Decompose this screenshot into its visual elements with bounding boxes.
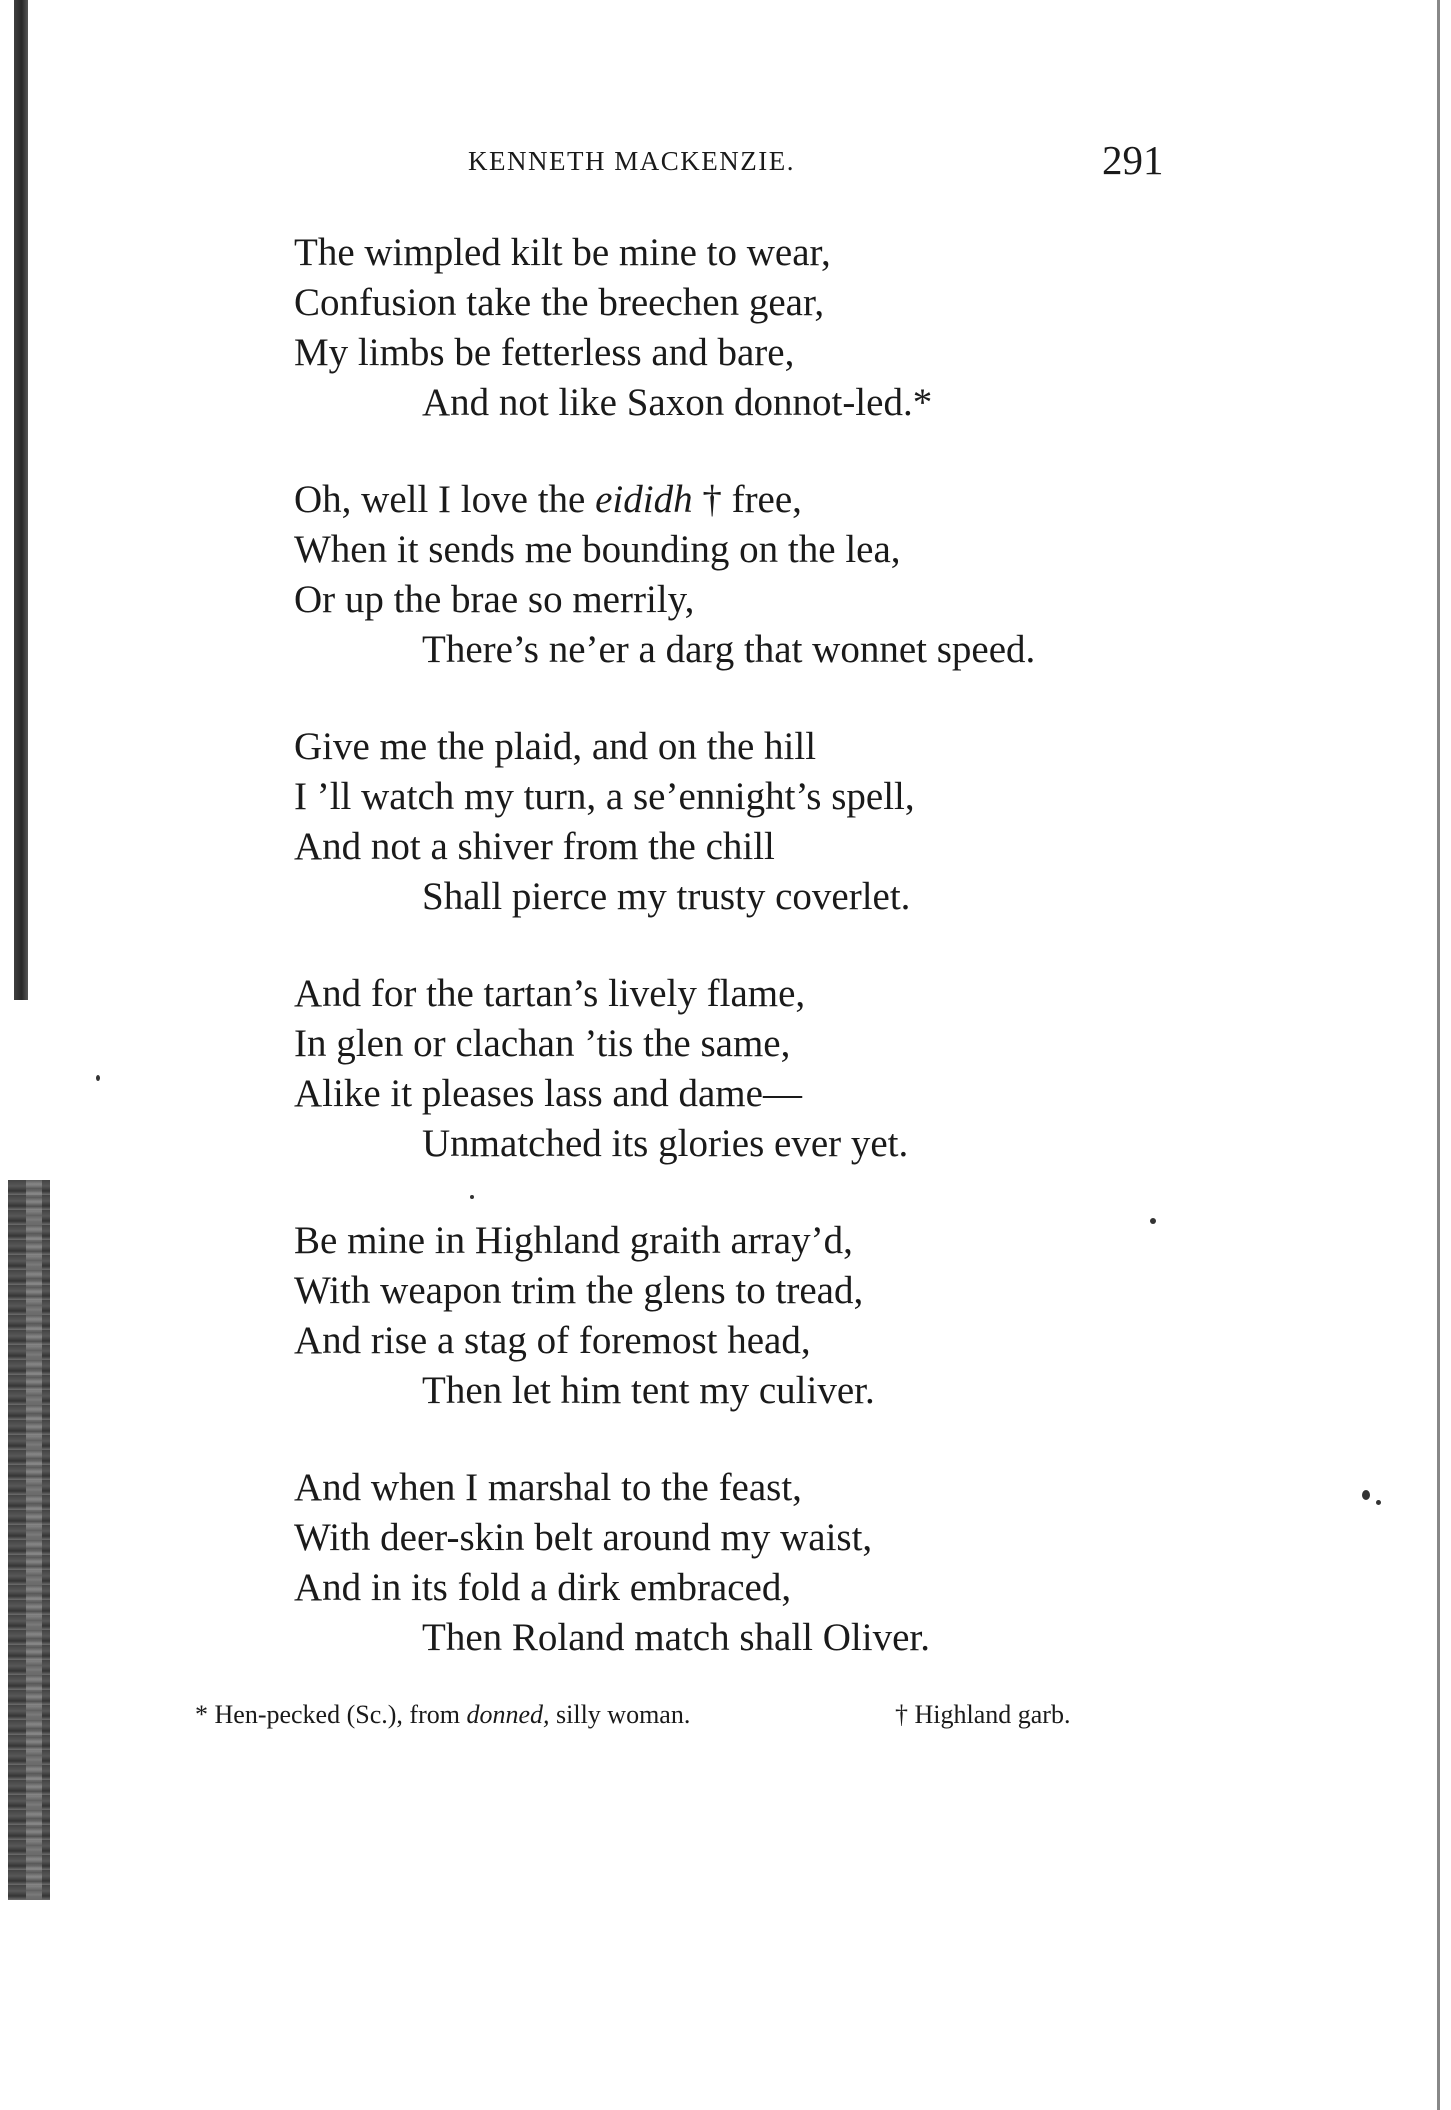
poem-line: And not a shiver from the chill xyxy=(294,825,775,868)
poem-line: Alike it pleases lass and dame— xyxy=(294,1072,802,1115)
poem-line: And rise a stag of foremost head, xyxy=(294,1319,811,1362)
poem-line: Give me the plaid, and on the hill xyxy=(294,725,817,768)
footnote-henpecked xyxy=(195,1700,690,1730)
poem-line-indented: Unmatched its glories ever yet. xyxy=(422,1122,909,1165)
footnote-text: silly woman. xyxy=(549,1700,691,1729)
poem-line: In glen or clachan ’tis the same, xyxy=(294,1022,791,1065)
poem-line: And for the tartan’s lively flame, xyxy=(294,972,806,1015)
poem-line: When it sends me bounding on the lea, xyxy=(294,528,901,571)
stanza xyxy=(294,969,1394,1169)
poem-line-indented: There’s ne’er a darg that wonnet speed. xyxy=(422,628,1036,671)
poem-line: I ’ll watch my turn, a se’ennight’s spell, xyxy=(294,775,915,818)
stanza xyxy=(294,722,1394,922)
poem-line-indented: Then Roland match shall Oliver. xyxy=(422,1616,930,1659)
footnote-marker: * xyxy=(195,1700,208,1729)
footnote-italic: donned, xyxy=(466,1700,550,1729)
stanza xyxy=(294,475,1394,675)
poem-line-indented: Then let him tent my culiver. xyxy=(422,1369,875,1412)
scan-speck xyxy=(96,1075,100,1081)
italic-word: eididh xyxy=(595,478,693,521)
poem-line: Be mine in Highland graith array’d, xyxy=(294,1219,853,1262)
poem-line: And in its fold a dirk embraced, xyxy=(294,1566,792,1609)
binding-shadow-lower-highlight xyxy=(26,1180,42,1900)
page-number: 291 xyxy=(1102,137,1164,183)
poem-line: Confusion take the breechen gear, xyxy=(294,281,825,324)
poem-line: With weapon trim the glens to tread, xyxy=(294,1269,864,1312)
footnote-text: Hen-pecked (Sc.), from xyxy=(208,1700,467,1729)
page-right-edge xyxy=(1437,0,1440,2110)
poem-line xyxy=(294,475,1394,525)
poem-line: With deer-skin belt around my waist, xyxy=(294,1516,873,1559)
poem-line-indented: And not like Saxon donnot-led.* xyxy=(422,381,933,424)
line-text: † free, xyxy=(692,478,802,521)
poem-line: And when I marshal to the feast, xyxy=(294,1466,802,1509)
footnote-text: Highland garb. xyxy=(908,1700,1071,1729)
poem-line: My limbs be fetterless and bare, xyxy=(294,331,795,374)
stanza xyxy=(294,1463,1394,1663)
line-text: Oh, well I love the xyxy=(294,478,596,521)
running-title: KENNETH MACKENZIE. xyxy=(468,146,795,176)
poem-line: The wimpled kilt be mine to wear, xyxy=(294,231,831,274)
poem-line: Or up the brae so merrily, xyxy=(294,578,695,621)
binding-shadow xyxy=(14,0,28,1000)
stanza xyxy=(294,1216,1394,1416)
poem-line-indented: Shall pierce my trusty coverlet. xyxy=(422,875,911,918)
poem xyxy=(294,228,1394,1710)
footnote-highland-garb xyxy=(895,1700,1070,1730)
stanza xyxy=(294,228,1394,428)
footnote-marker: † xyxy=(895,1700,908,1729)
